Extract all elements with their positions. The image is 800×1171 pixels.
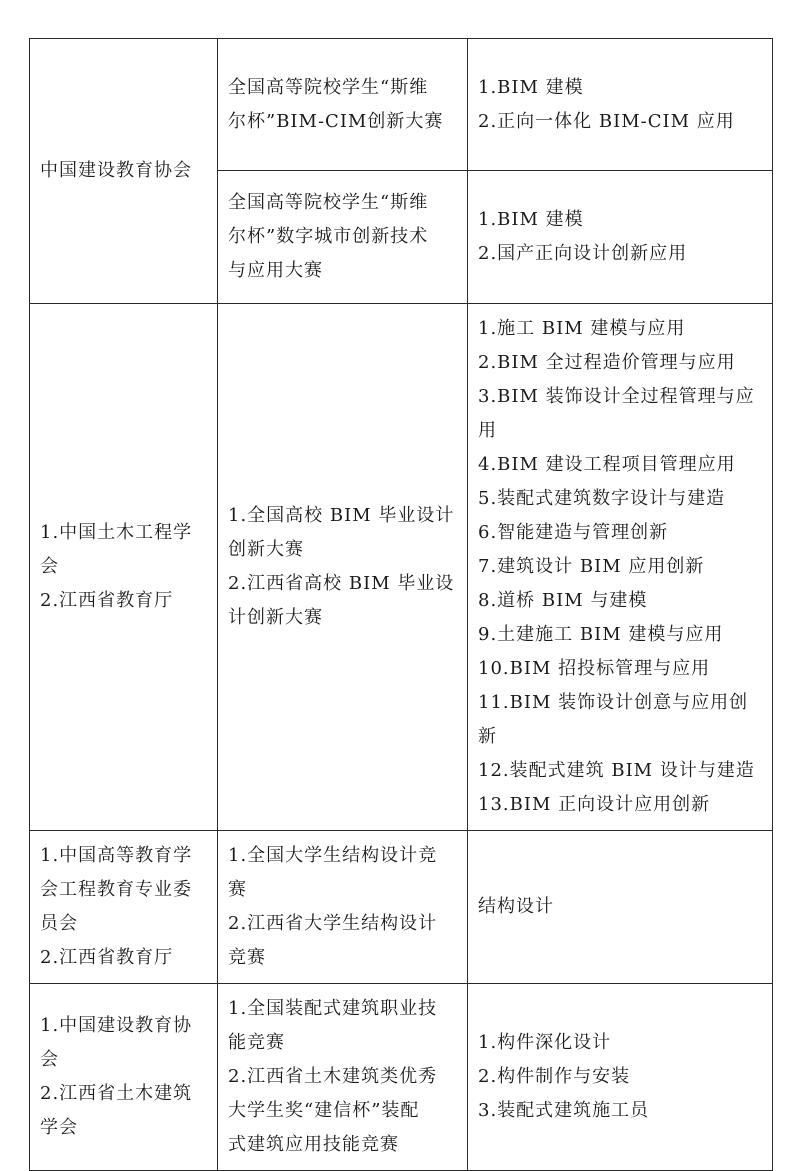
category-line: 3.BIM 装饰设计全过程管理与应 — [478, 386, 755, 407]
table-row — [30, 304, 773, 831]
category-line: 3.装配式建筑施工员 — [478, 1100, 650, 1121]
category-line: 1.BIM 建模 — [478, 209, 584, 230]
organizer-line: 员会 — [40, 913, 78, 934]
category-line: 用 — [478, 420, 497, 441]
organizer-line: 1.中国高等教育学 — [40, 845, 193, 866]
competition-name-line: 1.全国大学生结构设计竞 — [228, 845, 438, 866]
competition-name-line: 2.江西省高校 BIM 毕业设 — [228, 573, 455, 594]
category-cell — [468, 984, 773, 1171]
organizer-line: 中国建设教育协会 — [40, 160, 192, 181]
category-line: 2.正向一体化 BIM-CIM 应用 — [478, 110, 735, 132]
competition-name-line: 尔杯”BIM-CIM创新大赛 — [228, 110, 444, 132]
competition-name-line: 赛 — [228, 879, 247, 900]
category-line: 7.建筑设计 BIM 应用创新 — [478, 556, 705, 577]
competition-name-line: 计创新大赛 — [228, 607, 323, 628]
category-line: 8.道桥 BIM 与建模 — [478, 590, 648, 611]
competition-name-line: 2.江西省土木建筑类优秀 — [228, 1066, 438, 1087]
category-cell — [468, 304, 773, 831]
organizer-line: 会 — [40, 1049, 59, 1070]
category-line: 9.土建施工 BIM 建模与应用 — [478, 624, 724, 645]
category-cell — [468, 171, 773, 304]
organizer-line: 学会 — [40, 1117, 78, 1138]
competition-name-line: 能竞赛 — [228, 1032, 285, 1053]
competition-name-line: 竞赛 — [228, 947, 266, 968]
competition-name-line: 与应用大赛 — [228, 260, 323, 281]
category-line: 2.国产正向设计创新应用 — [478, 243, 688, 264]
table-row — [30, 39, 773, 171]
category-line: 4.BIM 建设工程项目管理应用 — [478, 454, 736, 475]
competition-table-body — [30, 39, 773, 1171]
competition-name-line: 创新大赛 — [228, 539, 304, 560]
category-cell — [468, 831, 773, 984]
organizer-line: 2.江西省教育厅 — [40, 947, 174, 968]
table-row — [30, 984, 773, 1171]
competition-name-line: 式建筑应用技能竞赛 — [228, 1134, 399, 1155]
category-line: 2.BIM 全过程造价管理与应用 — [478, 352, 736, 373]
organizer-line: 会工程教育专业委 — [40, 879, 192, 900]
competition-name-line: 1.全国高校 BIM 毕业设计 — [228, 505, 455, 526]
category-line: 结构设计 — [478, 896, 554, 917]
category-line: 1.BIM 建模 — [478, 76, 584, 98]
category-line: 12.装配式建筑 BIM 设计与建造 — [478, 760, 755, 781]
category-line: 新 — [478, 726, 497, 747]
organizer-line: 1.中国建设教育协 — [40, 1015, 193, 1036]
organizer-cell — [30, 984, 218, 1171]
category-cell — [468, 39, 773, 171]
category-line: 11.BIM 装饰设计创意与应用创 — [478, 692, 749, 713]
organizer-cell — [30, 39, 218, 304]
organizer-line: 2.江西省教育厅 — [40, 590, 174, 611]
competition-name-line: 尔杯”数字城市创新技术 — [228, 226, 429, 247]
category-line: 10.BIM 招投标管理与应用 — [478, 658, 711, 679]
organizer-line: 会 — [40, 556, 59, 577]
competition-name-line: 全国高等院校学生“斯维 — [228, 192, 429, 213]
category-line: 6.智能建造与管理创新 — [478, 522, 669, 543]
organizer-cell — [30, 304, 218, 831]
category-line: 1.施工 BIM 建模与应用 — [478, 318, 686, 339]
organizer-cell — [30, 831, 218, 984]
competition-name-cell — [218, 984, 468, 1171]
organizer-line: 1.中国土木工程学 — [40, 522, 193, 543]
category-line: 13.BIM 正向设计应用创新 — [478, 794, 711, 815]
competition-table — [29, 38, 773, 1171]
competition-name-cell — [218, 831, 468, 984]
competition-name-cell — [218, 39, 468, 171]
category-line: 1.构件深化设计 — [478, 1032, 612, 1053]
competition-name-line: 大学生奖“建信杯”装配 — [228, 1100, 420, 1121]
competition-name-cell — [218, 304, 468, 831]
category-line: 2.构件制作与安装 — [478, 1066, 631, 1087]
competition-name-line: 全国高等院校学生“斯维 — [228, 76, 429, 98]
category-line: 5.装配式建筑数字设计与建造 — [478, 488, 726, 509]
competition-name-cell — [218, 171, 468, 304]
competition-name-line: 2.江西省大学生结构设计 — [228, 913, 438, 934]
competition-name-line: 1.全国装配式建筑职业技 — [228, 998, 438, 1019]
organizer-line: 2.江西省土木建筑 — [40, 1083, 193, 1104]
table-row — [30, 831, 773, 984]
